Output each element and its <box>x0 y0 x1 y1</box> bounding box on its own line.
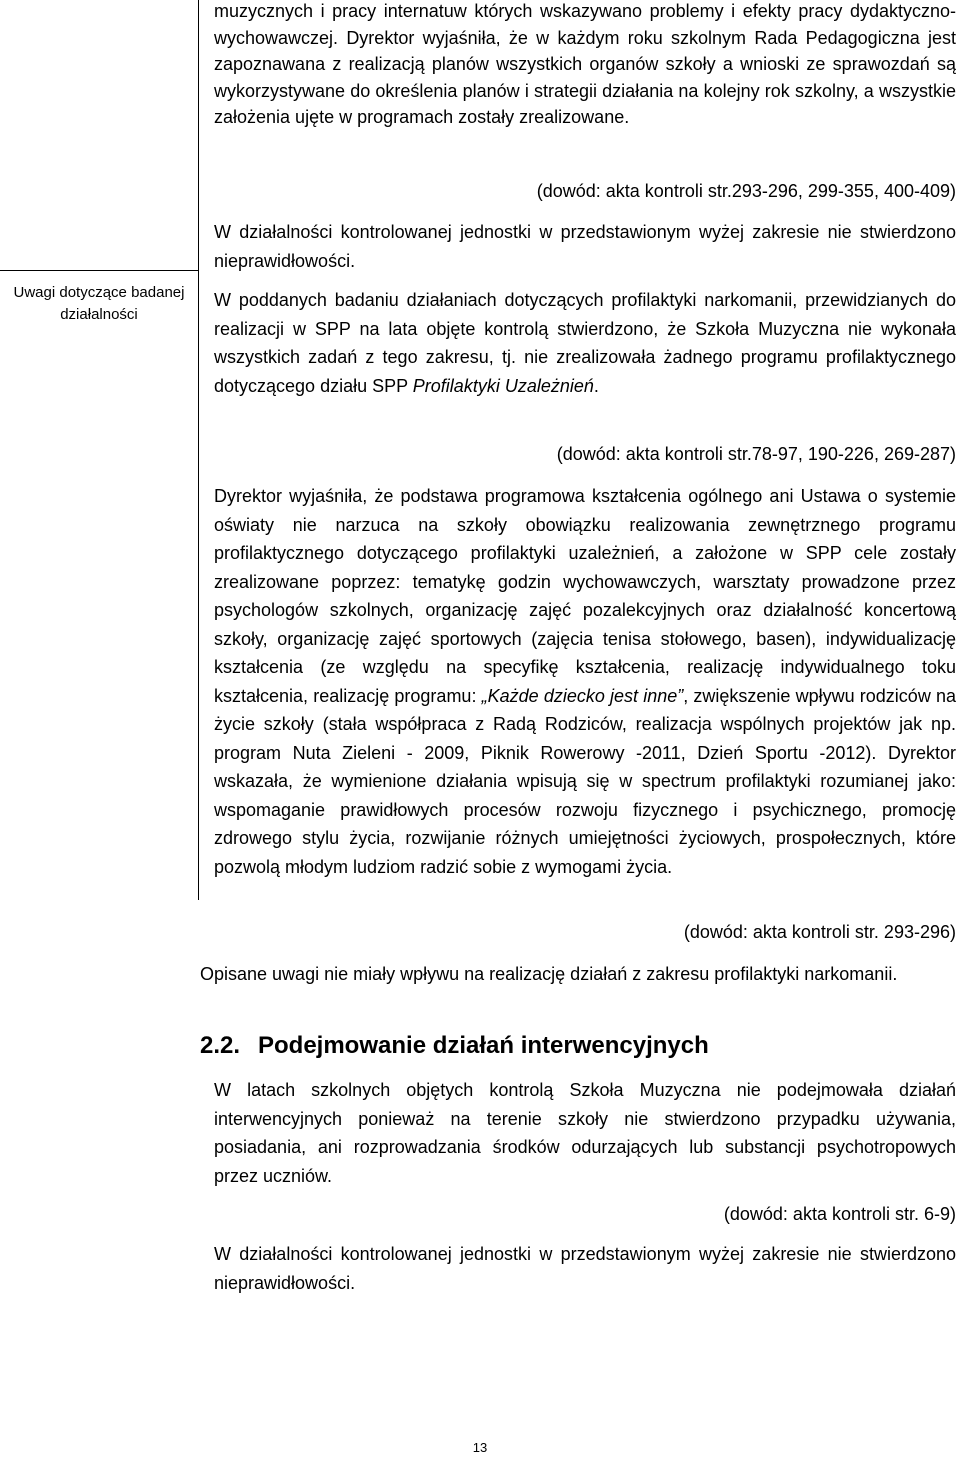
evidence-2: (dowód: akta kontroli str.78-97, 190-226, 269-287) <box>556 444 956 464</box>
row-divider <box>0 270 198 271</box>
paragraph-top: muzycznych i pracy internatuw których wskazywano problemy i efekty pracy dydaktyczno-wychowawczej. Dyrektor wyjaśniła, że w każdym roku szkolnym Rada Pedagogiczna jest zapoznawana z realizacją planów wszystkich organów szkoły a wnioski ze sprawozdań są wykorzystywane do określenia planów i strategii działania na kolejny rok szkolny, a wszystkie założenia ujęte w programach zostały zrealizowane. <box>214 1 956 127</box>
described-remarks: Opisane uwagi nie miały wpływu na realizację działań z zakresu profilaktyki narkomanii. <box>200 964 898 984</box>
director-text-1: Dyrektor wyjaśniła, że podstawa programowa kształcenia ogólnego ani Ustawa o systemie oświaty nie narzuca na szkoły obowiązku realizowania zewnętrznego programu profilaktycznego dotyczącego profilaktyki uzależnień, a założone w SPP cele zostały zrealizowane poprzez: tematykę godzin wychowawczych, warsztaty prowadzone przez psychologów szkolnych, organizację zajęć pozalekcyjnych oraz działalność koncertową szkoły, organizację zajęć sportowych (zajęcia tenisa stołowego, basen), indywidualizację kształcenia (ze względu na specyfikę kształcenia, realizację indywidualnego toku kształcenia, realizację programu: <box>214 486 956 706</box>
section-paragraph: W latach szkolnych objętych kontrolą Szkoła Muzyczna nie podejmowała działań interwencyjnych ponieważ na terenie szkoły nie stwierdzono przypadku używania, posiadania, ani rozprowadzania środków odurzających lub substancji psychotropowych przez uczniów. <box>214 1080 956 1186</box>
section-title: Podejmowanie działań interwencyjnych <box>258 1032 709 1059</box>
remark-paragraph <box>214 286 956 400</box>
evidence-1: (dowód: akta kontroli str.293-296, 299-355, 400-409) <box>536 181 956 201</box>
section-heading <box>200 1028 709 1064</box>
remark-italic: Profilaktyki Uzależnień <box>412 375 594 396</box>
remark-end: . <box>593 375 599 396</box>
director-text-2: , zwiększenie wpływu rodziców na życie szkoły (stała współpraca z Radą Rodziców, realizacja wspólnych projektów jak np. program Nuta Zieleni - 2009, Piknik Rowerowy -2011, Dzień Sportu -2012). Dyrektor wskazała, że wymienione działania wpisują się w spectrum profilaktyki rozumianej jako: wspomaganie prawidłowych procesów rozwoju fizycznego i psychicznego, promocję zdrowego stylu życia, rozwijanie różnych umiejętności życiowych, prospołecznych, które pozwolą młodym ludziom radzić sobie z wymogami życia. <box>214 685 957 877</box>
no-irregularities-2: W działalności kontrolowanej jednostki w przedstawionym wyżej zakresie nie stwierdzono nieprawidłowości. <box>214 1244 956 1293</box>
table-side-column <box>0 0 199 900</box>
evidence-3: (dowód: akta kontroli str. 293-296) <box>683 922 956 942</box>
no-irregularities-1: W działalności kontrolowanej jednostki w przedstawionym wyżej zakresie nie stwierdzono nieprawidłowości. <box>214 222 956 271</box>
director-paragraph <box>214 482 956 881</box>
evidence-4: (dowód: akta kontroli str. 6-9) <box>723 1204 956 1224</box>
remark-text: W poddanych badaniu działaniach dotyczących profilaktyki narkomanii, przewidzianych do realizacji w SPP na lata objęte kontrolą stwierdzono, że Szkoła Muzyczna nie wykonała wszystkich zadań z tego zakresu, tj. nie zrealizowała żadnego programu profilaktycznego dotyczącego działu SPP <box>214 290 956 396</box>
section-number: 2.2. <box>200 1032 241 1059</box>
page-number: 13 <box>472 1440 488 1455</box>
side-label: Uwagi dotyczące badanej działalności <box>13 284 185 323</box>
director-italic: „Każde dziecko jest inne” <box>481 685 684 706</box>
